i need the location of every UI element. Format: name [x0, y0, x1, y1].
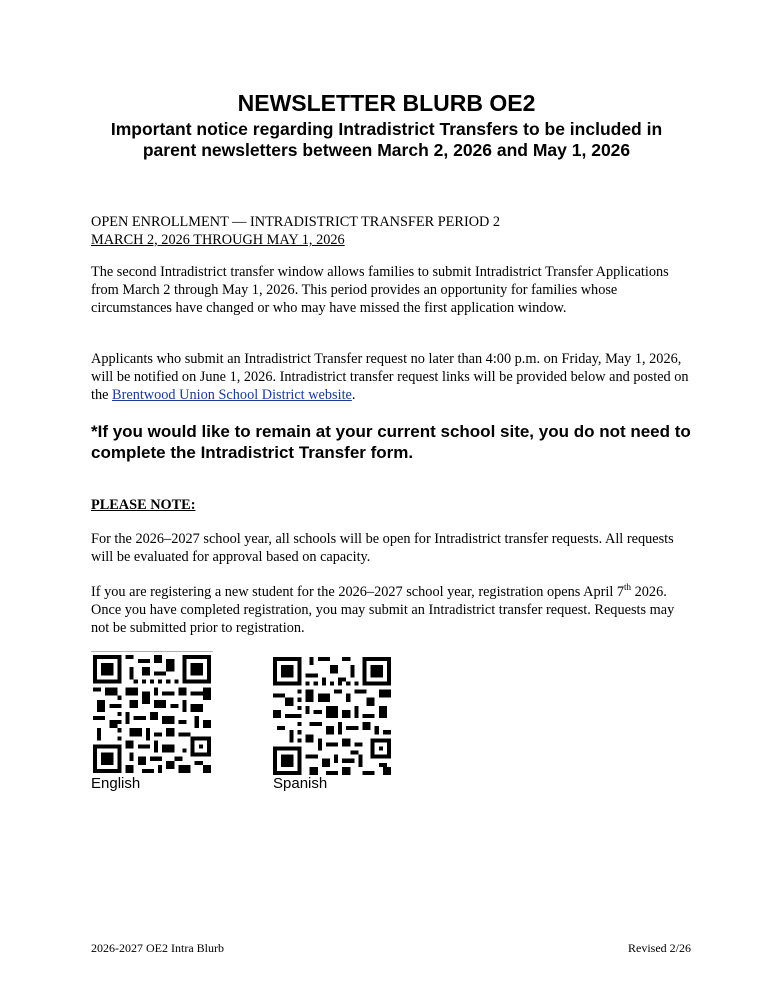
district-website-link[interactable]: Brentwood Union School District website — [112, 387, 352, 403]
paragraph-notification — [91, 350, 691, 404]
section-date-range: MARCH 2, 2026 THROUGH MAY 1, 2026 — [91, 232, 345, 248]
english-qr-label: English — [91, 775, 141, 792]
footer-document-name: 2026-2027 OE2 Intra Blurb — [91, 941, 224, 955]
remain-at-school-callout: *If you would like to remain at your current school site, you do not need to complete the Intradistrict Transfer form. — [91, 422, 691, 462]
registration-text-end: 2026. Once you have completed registration, you may submit an Intradistrict transfer request. Requests may not be submitted prior to registration. — [91, 584, 675, 636]
english-qr-code[interactable] — [93, 655, 211, 773]
registration-text: If you are registering a new student for the 2026–2027 school year, registration opens April 7 — [91, 584, 625, 600]
subtitle-line-1: Important notice regarding Intradistrict Transfers to be included in — [110, 119, 663, 139]
paragraph-registration — [91, 583, 691, 637]
page-subtitle — [80, 119, 693, 161]
section-heading: OPEN ENROLLMENT — INTRADISTRICT TRANSFER PERIOD 2 — [91, 214, 501, 230]
ordinal-suffix: th — [624, 582, 632, 592]
separator-line — [91, 651, 213, 652]
qr-code-icon — [93, 655, 211, 773]
spanish-qr-label: Spanish — [273, 775, 328, 792]
paragraph-capacity: For the 2026–2027 school year, all schools will be open for Intradistrict transfer requests. All requests will be evaluated for approval based on capacity. — [91, 531, 674, 565]
subtitle-line-2: parent newsletters between March 2, 2026 and May 1, 2026 — [142, 140, 631, 160]
spanish-qr-code[interactable] — [273, 657, 391, 775]
qr-code-icon — [273, 657, 391, 775]
notification-text: Applicants who submit an Intradistrict Transfer request no later than 4:00 p.m. on Friday, May 1, 2026, will be notified on June 1, 2026. Intradistrict transfer request links will be provided below and posted on the — [91, 351, 689, 403]
footer-revision: Revised 2/26 — [628, 941, 691, 955]
please-note-heading: PLEASE NOTE: — [91, 497, 196, 513]
notification-text-end: . — [351, 387, 356, 403]
paragraph-transfer-window: The second Intradistrict transfer window allows families to submit Intradistrict Transfer Applications from March 2 through May 1, 2026. This period provides an opportunity for families whose circumstances have changed or who may have missed the first application window. — [91, 264, 669, 316]
page-title: NEWSLETTER BLURB OE2 — [237, 90, 536, 116]
